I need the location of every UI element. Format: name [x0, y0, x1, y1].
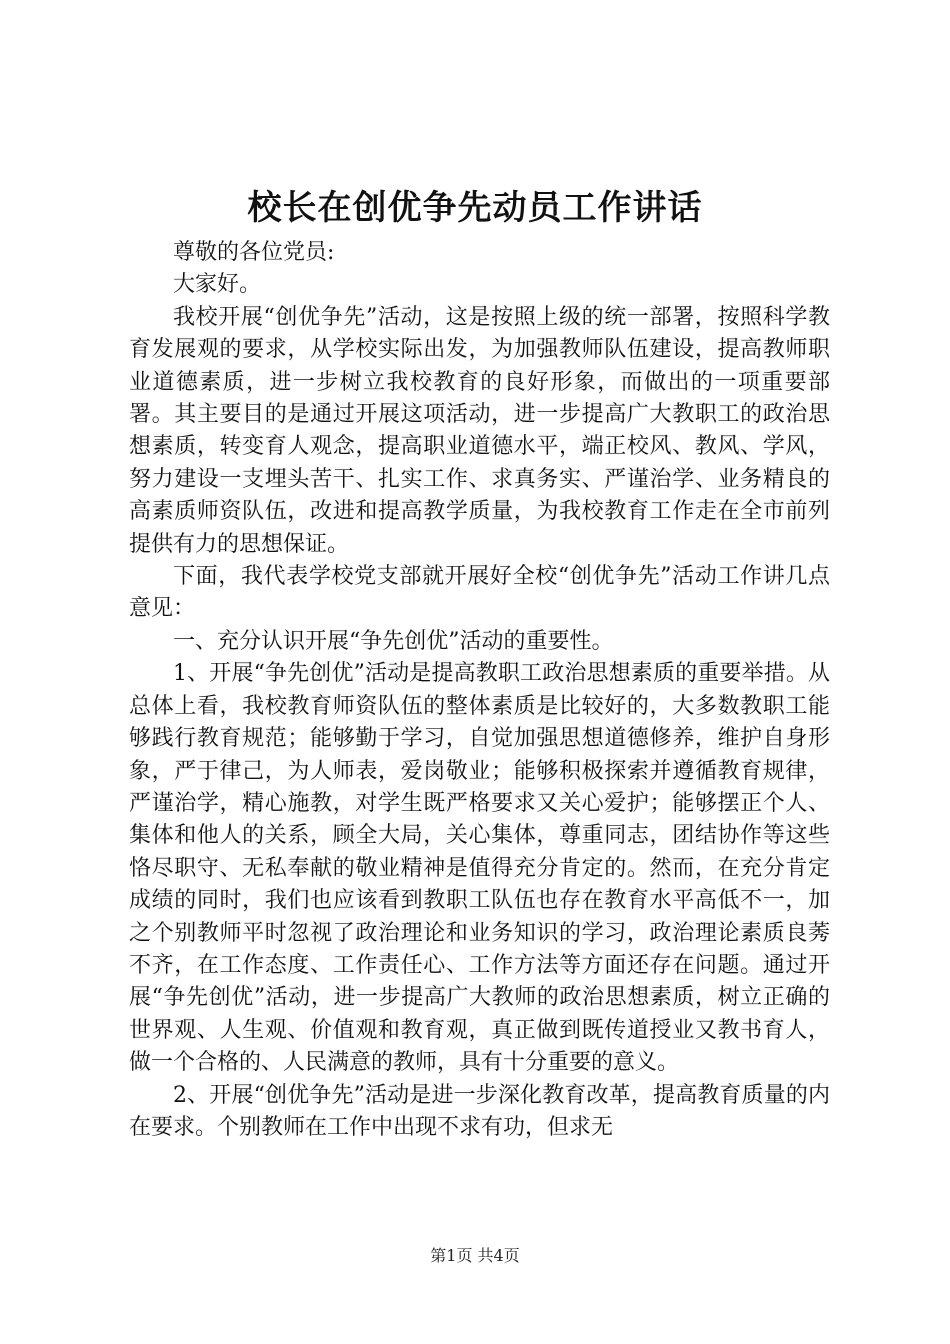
salutation: 尊敬的各位党员:	[173, 240, 335, 265]
document-body	[129, 237, 830, 1144]
section-heading-1: 一、充分认识开展“争先创优”活动的重要性。	[173, 628, 614, 654]
document-title: 校长在创优争先动员工作讲话	[247, 188, 703, 228]
page-footer: 第1页 共4页	[430, 1246, 520, 1265]
paragraph-point-1: 1、开展“争先创优”活动是提高教职工政治思想素质的重要举措。从总体上看，我校教育师资队伍的整体素质是比较好的，大多数教职工能够践行教育规范；能够勤于学习，自觉加强思想道德修养，维护自身形象，严于律己，为人师表，爱岗敬业；能够积极探索并遵循教育规律，严谨治学，精心施教，对学生既严格要求又关心爱护；能够摆正个人、集体和他人的关系，顾全大局，关心集体，尊重同志，团结协作等这些恪尽职守、无私奉献的敬业精神是值得充分肯定的。然而，在充分肯定成绩的同时，我们也应该看到教职工队伍也存在教育水平高低不一，加之个别教师平时忽视了政治理论和业务知识的学习，政治理论素质良莠不齐，在工作态度、工作责任心、工作方法等方面还存在问题。通过开展“争先创优”活动，进一步提高广大教师的政治思想素质，树立正确的世界观、人生观、价值观和教育观，真正做到既传道授业又教书育人，做一个合格的、人民满意的教师，具有十分重要的意义。	[129, 661, 830, 1076]
paragraph-point-2: 2、开展“创优争先”活动是进一步深化教育改革，提高教育质量的内在要求。个别教师在工作中出现不求有功，但求无	[129, 1082, 830, 1140]
paragraph-intro: 我校开展“创优争先”活动，这是按照上级的统一部署，按照科学教育发展观的要求，从学校实际出发，为加强教师队伍建设，提高教师职业道德素质，进一步树立我校教育的良好形象，而做出的一项重要部署。其主要目的是通过开展这项活动，进一步提高广大教职工的政治思想素质，转变育人观念，提高职业道德水平，端正校风、教风、学风，努力建设一支埋头苦干、扎实工作、求真务实、严谨治学、业务精良的高素质师资队伍，改进和提高教学质量，为我校教育工作走在全市前列提供有力的思想保证。	[129, 304, 830, 557]
paragraph-transition: 下面，我代表学校党支部就开展好全校“创优争先”活动工作讲几点意见：	[129, 564, 830, 622]
greeting: 大家好。	[173, 272, 262, 298]
